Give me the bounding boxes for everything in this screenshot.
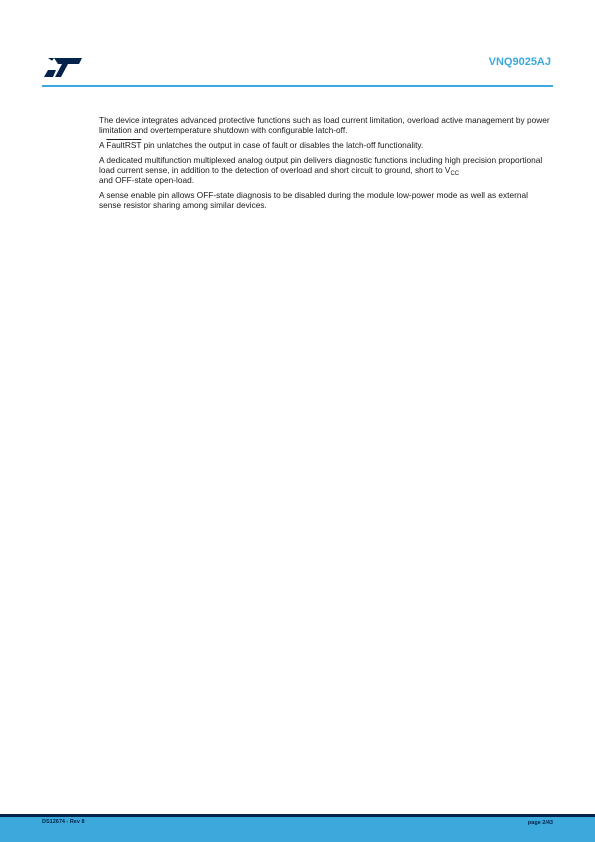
- footer-page-number: page 2/43: [527, 820, 553, 826]
- faultrst-prefix: A: [99, 140, 107, 150]
- page-content: [99, 115, 551, 215]
- st-logo-icon: [42, 55, 84, 79]
- document-title: VNQ9025AJ: [488, 56, 551, 68]
- diagnostics-text-1: A dedicated multifunction multiplexed analog output pin delivers diagnostic functions including high precision proportional load current sense, in addition to the detection of overload and short circuit to ground, short to V: [99, 155, 543, 175]
- footer: [0, 817, 595, 842]
- diagnostics-text-2: and OFF-state open-load.: [99, 175, 195, 185]
- header-divider: [42, 85, 553, 87]
- faultrst-suffix: pin unlatches the output in case of fault or disables the latch-off functionality.: [141, 140, 424, 150]
- footer-doc-reference: DS12674 - Rev 8: [42, 819, 85, 825]
- paragraph-sense-enable: A sense enable pin allows OFF-state diagnosis to be disabled during the module low-power mode as well as external sense resistor sharing among similar devices.: [99, 190, 528, 210]
- paragraph-protective-functions: The device integrates advanced protective functions such as load current limitation, overload active management by power limitation and overtemperature shutdown with configurable latch-off.: [99, 115, 550, 135]
- paragraph-diagnostics: [99, 155, 551, 185]
- paragraph-faultrst: [99, 140, 551, 150]
- faultrst-signal: FaultRST: [106, 140, 142, 150]
- vcc-subscript: CC: [450, 171, 460, 177]
